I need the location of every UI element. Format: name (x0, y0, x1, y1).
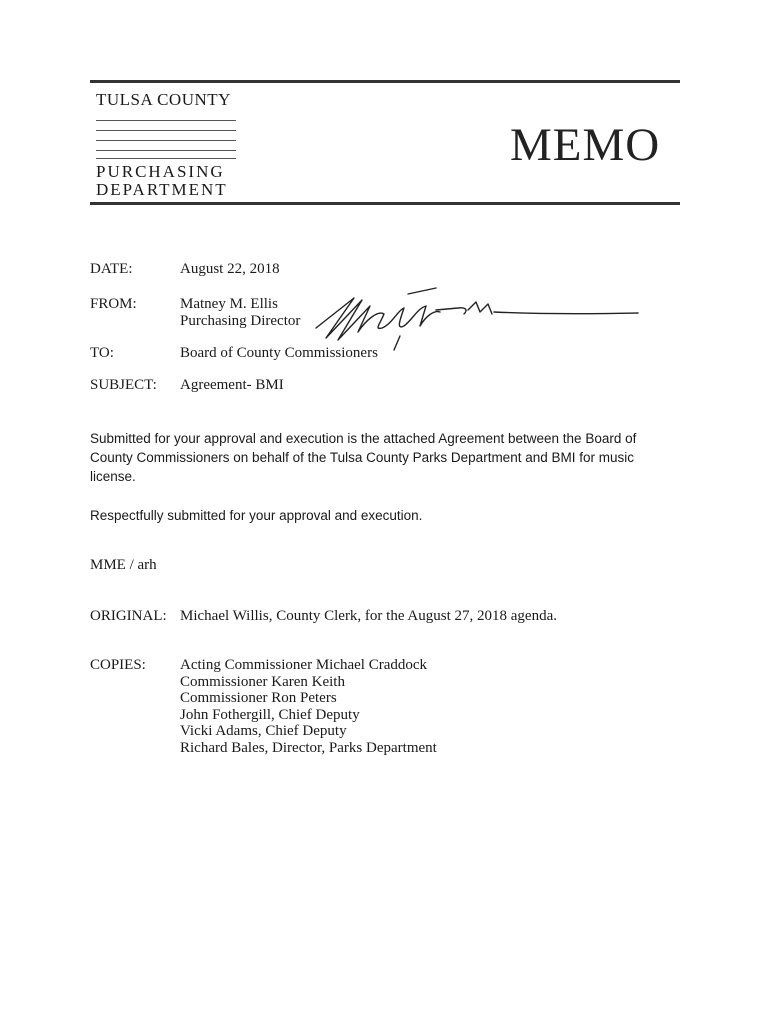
copies-item: Vicki Adams, Chief Deputy (180, 723, 347, 740)
from-label: FROM: (90, 296, 137, 312)
to-value: Board of County Commissioners (180, 345, 378, 361)
from-name: Matney M. Ellis (180, 296, 278, 312)
letterhead-top-rule (90, 80, 680, 83)
subject-value: Agreement- BMI (180, 377, 284, 393)
subject-label: SUBJECT: (90, 377, 157, 393)
signature (308, 280, 648, 370)
date-label: DATE: (90, 261, 133, 277)
org-name: TULSA COUNTY (96, 90, 231, 109)
initials: MME / arh (90, 557, 157, 573)
department-name-line2: DEPARTMENT (96, 180, 228, 199)
letterhead-line (96, 120, 236, 121)
department-name-line1: PURCHASING (96, 162, 225, 181)
copies-item: Richard Bales, Director, Parks Department (180, 739, 437, 756)
letterhead-bottom-rule (90, 202, 680, 205)
letterhead-line (96, 130, 236, 131)
body-paragraph-2: Respectfully submitted for your approval and execution. (90, 508, 423, 523)
original-value: Michael Willis, County Clerk, for the August 27, 2018 agenda. (180, 608, 557, 624)
copies-label: COPIES: (90, 657, 146, 673)
to-label: TO: (90, 345, 114, 361)
letterhead-line (96, 140, 236, 141)
copies-item: Commissioner Karen Keith (180, 673, 345, 690)
memo-title: MEMO (510, 119, 661, 171)
letterhead-line (96, 150, 236, 151)
original-label: ORIGINAL: (90, 608, 167, 624)
copies-item: Commissioner Ron Peters (180, 690, 337, 707)
from-title: Purchasing Director (180, 313, 301, 329)
copies-list (180, 657, 437, 757)
copies-item: John Fothergill, Chief Deputy (180, 706, 360, 723)
letterhead-line (96, 158, 236, 159)
body-paragraph-1: Submitted for your approval and execution is the attached Agreement between the Board of County Commissioners on behalf of the Tulsa County Parks Department and BMI for music license. (90, 431, 637, 484)
date-value: August 22, 2018 (180, 261, 280, 277)
copies-item: Acting Commissioner Michael Craddock (180, 657, 428, 673)
